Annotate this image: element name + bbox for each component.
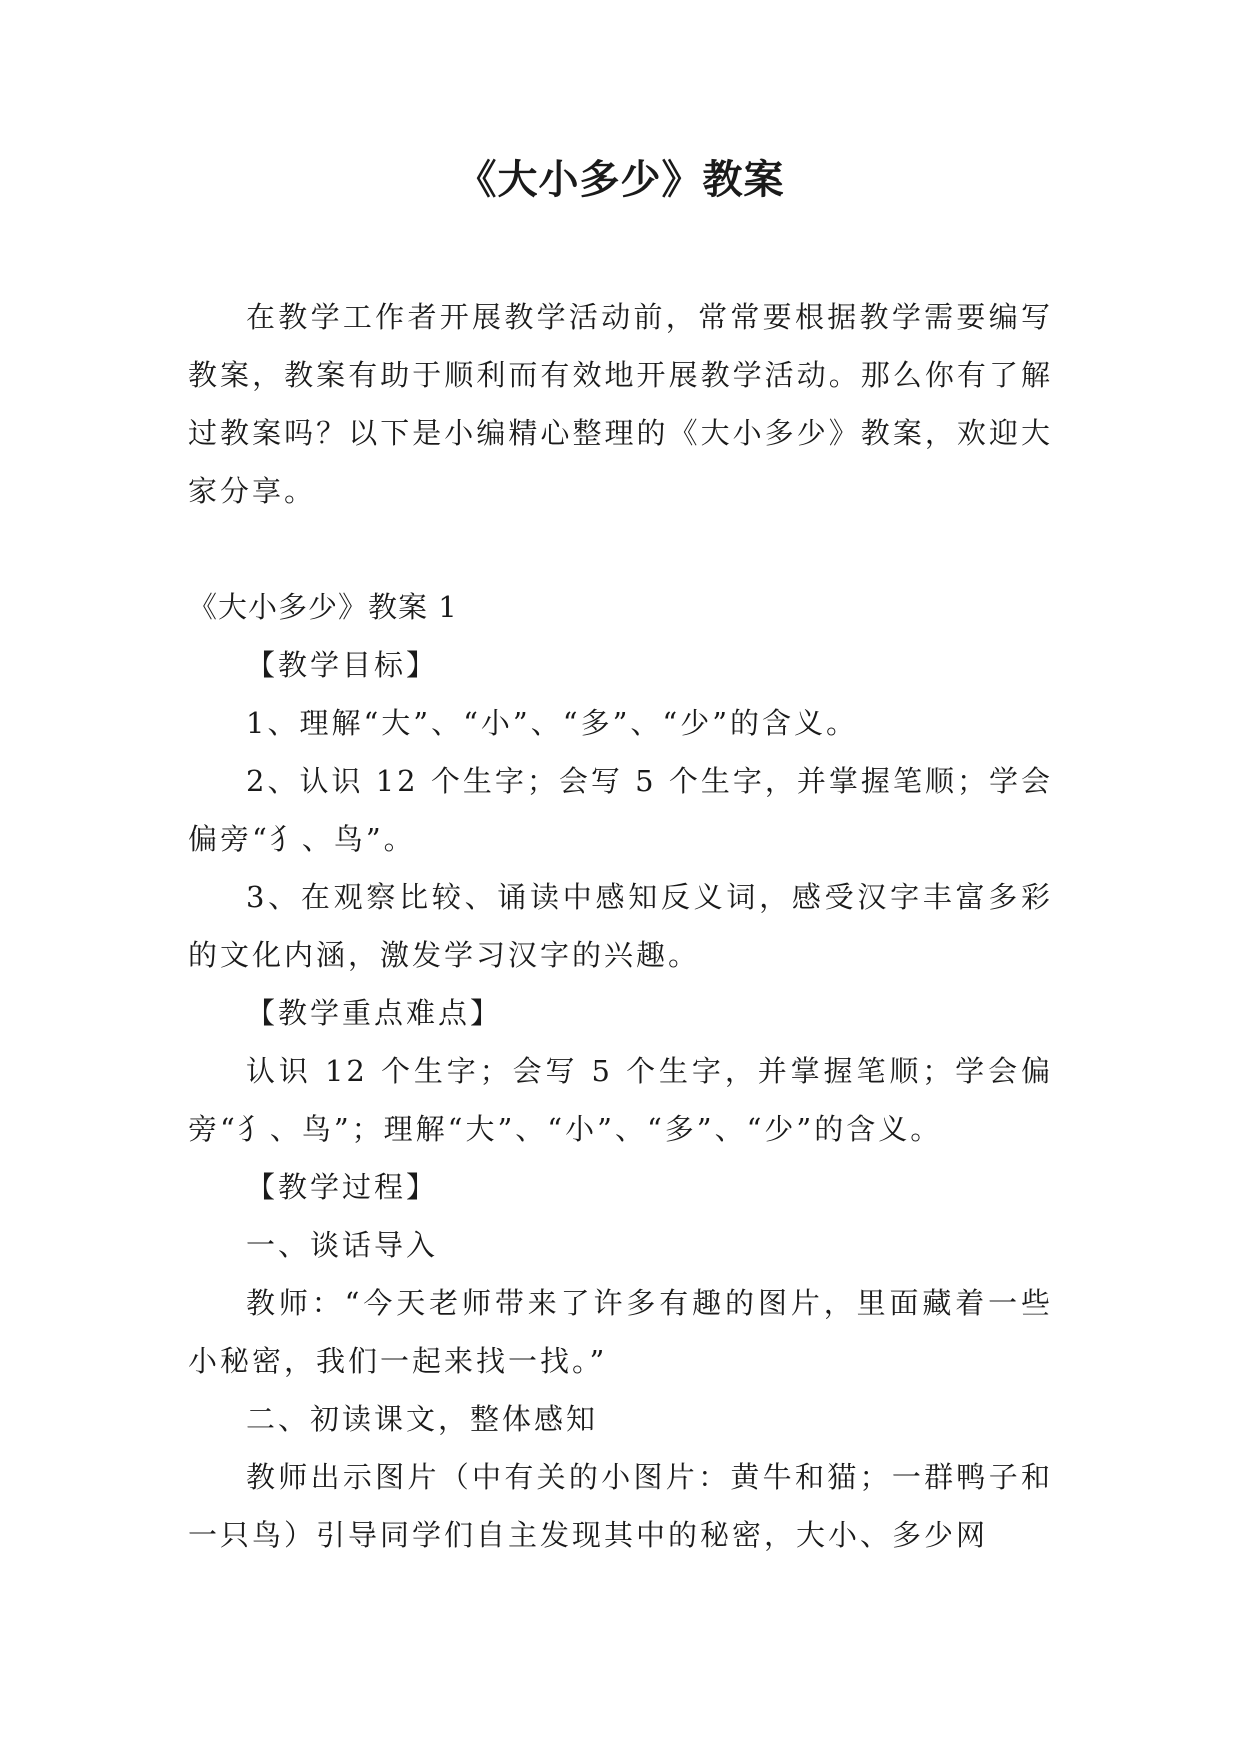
paragraph-key-points: 认识 12 个生字；会写 5 个生字，并掌握笔顺；学会偏旁“犭、鸟”；理解“大”、“小”、“多”、“少”的含义。 [188, 1054, 1053, 1146]
paragraph-key-points-heading: 【教学重点难点】 [246, 996, 503, 1030]
paragraph-step-1-heading: 一、谈话导入 [246, 1228, 439, 1262]
paragraph-goal-2: 2、认识 12 个生字；会写 5 个生字，并掌握笔顺；学会偏旁“犭、鸟”。 [188, 764, 1053, 856]
paragraph-step-1-text: 教师：“今天老师带来了许多有趣的图片，里面藏着一些小秘密，我们一起来找一找。” [188, 1286, 1053, 1378]
paragraph-step-2-text: 教师出示图片（中有关的小图片：黄牛和猫；一群鸭子和一只鸟）引导同学们自主发现其中的秘密，大小、多少网 [188, 1460, 1053, 1552]
paragraph-step-2-heading: 二、初读课文，整体感知 [246, 1402, 599, 1436]
document-body [188, 288, 1053, 1564]
paragraph-goal-1: 1、理解“大”、“小”、“多”、“少”的含义。 [246, 706, 859, 740]
document-title: 《大小多少》教案 [456, 157, 785, 203]
paragraph-process-heading: 【教学过程】 [246, 1170, 439, 1204]
section-title: 《大小多少》教案 1 [188, 590, 458, 624]
paragraph-teaching-goals-heading: 【教学目标】 [246, 648, 439, 682]
paragraph-goal-3: 3、在观察比较、诵读中感知反义词，感受汉字丰富多彩的文化内涵，激发学习汉字的兴趣。 [188, 880, 1053, 972]
intro-paragraph: 在教学工作者开展教学活动前，常常要根据教学需要编写教案，教案有助于顺利而有效地开展教学活动。那么你有了解过教案吗？以下是小编精心整理的《大小多少》教案，欢迎大家分享。 [188, 300, 1053, 508]
